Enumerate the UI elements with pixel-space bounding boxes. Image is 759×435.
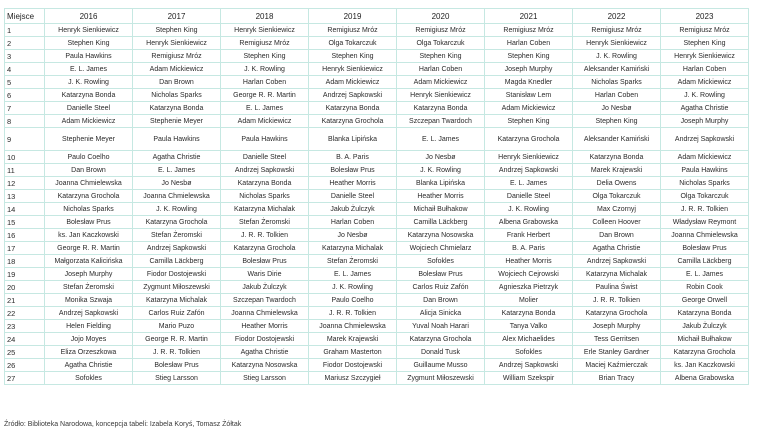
author-cell: Molier [485, 294, 573, 307]
author-cell: Fiodor Dostojewski [221, 333, 309, 346]
author-cell: George R. R. Martin [133, 333, 221, 346]
author-cell: Adam Mickiewicz [221, 115, 309, 128]
author-cell: Katarzyna Grochola [309, 115, 397, 128]
rank-cell: 8 [5, 115, 45, 128]
author-cell: J. K. Rowling [661, 89, 749, 102]
author-cell: Heather Morris [485, 255, 573, 268]
author-cell: Katarzyna Bonda [485, 307, 573, 320]
author-cell: J. R. R. Tolkien [133, 346, 221, 359]
author-cell: Danielle Steel [221, 151, 309, 164]
table-row [5, 229, 749, 242]
author-cell: Camilla Läckberg [133, 255, 221, 268]
author-cell: George R. R. Martin [45, 242, 133, 255]
rank-cell: 18 [5, 255, 45, 268]
author-cell: Wojciech Chmielarz [397, 242, 485, 255]
rank-cell: 26 [5, 359, 45, 372]
author-cell: Andrzej Sapkowski [309, 89, 397, 102]
author-cell: Dan Brown [397, 294, 485, 307]
author-cell: Harlan Coben [309, 216, 397, 229]
author-cell: George Orwell [661, 294, 749, 307]
rank-cell: 25 [5, 346, 45, 359]
table-row [5, 128, 749, 151]
table-row [5, 346, 749, 359]
author-cell: Agatha Christie [221, 346, 309, 359]
table-row [5, 281, 749, 294]
author-cell: Jakub Żulczyk [661, 320, 749, 333]
author-cell: Sofokles [45, 372, 133, 385]
author-cell: Stephen King [485, 50, 573, 63]
table-body [5, 24, 749, 385]
author-cell: Paula Hawkins [661, 164, 749, 177]
rank-cell: 13 [5, 190, 45, 203]
author-cell: Danielle Steel [45, 102, 133, 115]
rank-cell: 23 [5, 320, 45, 333]
column-header-year: 2018 [221, 9, 309, 24]
table-row [5, 63, 749, 76]
author-cell: Stefan Żeromski [133, 229, 221, 242]
author-cell: Stanisław Lem [485, 89, 573, 102]
author-cell: Jo Nesbø [309, 229, 397, 242]
author-cell: Adam Mickiewicz [309, 76, 397, 89]
table-row [5, 203, 749, 216]
table-row [5, 320, 749, 333]
author-cell: Joseph Murphy [45, 268, 133, 281]
author-cell: Erle Stanley Gardner [573, 346, 661, 359]
author-cell: Andrzej Sapkowski [133, 242, 221, 255]
author-cell: J. K. Rowling [485, 203, 573, 216]
author-cell: Olga Tokarczuk [309, 37, 397, 50]
author-cell: Donald Tusk [397, 346, 485, 359]
ranking-table-container [4, 8, 748, 385]
author-cell: Henryk Sienkiewicz [661, 50, 749, 63]
table-row [5, 76, 749, 89]
author-cell: Michaił Bułhakow [661, 333, 749, 346]
author-cell: Bolesław Prus [661, 242, 749, 255]
author-cell: Marek Krajewski [573, 164, 661, 177]
author-cell: Paula Hawkins [45, 50, 133, 63]
author-cell: Stephen King [485, 115, 573, 128]
author-cell: Waris Dirie [221, 268, 309, 281]
rank-cell: 14 [5, 203, 45, 216]
author-cell: Bolesław Prus [309, 164, 397, 177]
author-cell: Remigiusz Mróz [133, 50, 221, 63]
table-row [5, 177, 749, 190]
author-cell: Katarzyna Grochola [221, 242, 309, 255]
author-cell: Szczepan Twardoch [221, 294, 309, 307]
rank-cell: 10 [5, 151, 45, 164]
author-cell: Paula Hawkins [221, 128, 309, 151]
table-row [5, 333, 749, 346]
column-header-year: 2016 [45, 9, 133, 24]
rank-cell: 22 [5, 307, 45, 320]
author-cell: Robin Cook [661, 281, 749, 294]
author-cell: Stephen King [397, 50, 485, 63]
author-cell: E. L. James [133, 164, 221, 177]
author-cell: Stephenie Meyer [45, 128, 133, 151]
author-cell: Mario Puzo [133, 320, 221, 333]
author-cell: Stephen King [661, 37, 749, 50]
author-cell: Szczepan Twardoch [397, 115, 485, 128]
author-cell: Adam Mickiewicz [397, 76, 485, 89]
author-cell: Katarzyna Michalak [573, 268, 661, 281]
author-cell: Danielle Steel [309, 190, 397, 203]
author-cell: Paulo Coelho [309, 294, 397, 307]
author-cell: Jakub Żulczyk [309, 203, 397, 216]
author-cell: Bolesław Prus [133, 359, 221, 372]
author-cell: Olga Tokarczuk [573, 190, 661, 203]
author-cell: Michaił Bułhakow [397, 203, 485, 216]
author-cell: Katarzyna Bonda [397, 102, 485, 115]
author-cell: Nicholas Sparks [45, 203, 133, 216]
author-cell: Delia Owens [573, 177, 661, 190]
table-row [5, 151, 749, 164]
author-cell: ks. Jan Kaczkowski [661, 359, 749, 372]
author-cell: Remigiusz Mróz [485, 24, 573, 37]
rank-cell: 15 [5, 216, 45, 229]
author-cell: Henryk Sienkiewicz [485, 151, 573, 164]
author-cell: Adam Mickiewicz [133, 63, 221, 76]
rank-cell: 27 [5, 372, 45, 385]
author-cell: Stephen King [573, 115, 661, 128]
author-cell: Olga Tokarczuk [661, 190, 749, 203]
author-cell: Remigiusz Mróz [309, 24, 397, 37]
author-cell: Zygmunt Miłoszewski [133, 281, 221, 294]
author-cell: Adam Mickiewicz [485, 102, 573, 115]
author-cell: Jo Nesbø [133, 177, 221, 190]
author-cell: Magda Knedler [485, 76, 573, 89]
author-cell: Fiodor Dostojewski [133, 268, 221, 281]
author-cell: Graham Masterton [309, 346, 397, 359]
table-row [5, 89, 749, 102]
table-row [5, 255, 749, 268]
author-cell: Katarzyna Grochola [397, 333, 485, 346]
author-cell: Adam Mickiewicz [45, 115, 133, 128]
author-cell: B. A. Paris [309, 151, 397, 164]
author-cell: Katarzyna Bonda [45, 89, 133, 102]
source-note: Źródło: Biblioteka Narodowa, koncepcja tabeli: Izabela Koryś, Tomasz Żółtak [4, 421, 242, 428]
author-cell: Remigiusz Mróz [221, 37, 309, 50]
column-header-year: 2019 [309, 9, 397, 24]
author-cell: Remigiusz Mróz [661, 24, 749, 37]
author-cell: Zygmunt Miłoszewski [397, 372, 485, 385]
author-cell: Katarzyna Bonda [573, 151, 661, 164]
rank-cell: 20 [5, 281, 45, 294]
rank-cell: 19 [5, 268, 45, 281]
table-row [5, 372, 749, 385]
rank-cell: 1 [5, 24, 45, 37]
author-cell: Blanka Lipińska [397, 177, 485, 190]
author-cell: Katarzyna Michalak [221, 203, 309, 216]
author-cell: Bolesław Prus [45, 216, 133, 229]
author-cell: Katarzyna Grochola [573, 307, 661, 320]
author-cell: Bolesław Prus [397, 268, 485, 281]
author-cell: Henryk Sienkiewicz [573, 37, 661, 50]
author-cell: Helen Fielding [45, 320, 133, 333]
author-cell: Nicholas Sparks [221, 190, 309, 203]
rank-cell: 11 [5, 164, 45, 177]
author-cell: Mariusz Szczygieł [309, 372, 397, 385]
author-cell: Harlan Coben [221, 76, 309, 89]
author-cell: Katarzyna Grochola [661, 346, 749, 359]
author-cell: Katarzyna Grochola [45, 190, 133, 203]
author-cell: E. L. James [485, 177, 573, 190]
table-row [5, 190, 749, 203]
column-header-year: 2017 [133, 9, 221, 24]
author-cell: Katarzyna Michalak [133, 294, 221, 307]
author-cell: Agatha Christie [133, 151, 221, 164]
author-cell: Paulina Świst [573, 281, 661, 294]
table-row [5, 268, 749, 281]
author-cell: J. R. R. Tolkien [573, 294, 661, 307]
author-cell: Stefan Żeromski [309, 255, 397, 268]
author-cell: Harlan Coben [573, 89, 661, 102]
author-cell: Joanna Chmielewska [133, 190, 221, 203]
author-cell: Harlan Coben [661, 63, 749, 76]
author-cell: J. K. Rowling [309, 281, 397, 294]
author-cell: J. R. R. Tolkien [661, 203, 749, 216]
author-cell: Jo Nesbø [397, 151, 485, 164]
table-row [5, 216, 749, 229]
author-cell: Agatha Christie [661, 102, 749, 115]
author-cell: Henryk Sienkiewicz [309, 63, 397, 76]
author-cell: Albena Grabowska [485, 216, 573, 229]
author-cell: ks. Jan Kaczkowski [45, 229, 133, 242]
author-cell: Joanna Chmielewska [45, 177, 133, 190]
author-cell: Stephen King [45, 37, 133, 50]
author-cell: Adam Mickiewicz [661, 151, 749, 164]
author-cell: Eliza Orzeszkowa [45, 346, 133, 359]
author-cell: Colleen Hoover [573, 216, 661, 229]
author-cell: B. A. Paris [485, 242, 573, 255]
author-cell: Aleksander Kamiński [573, 63, 661, 76]
author-cell: Andrzej Sapkowski [45, 307, 133, 320]
author-cell: Władysław Reymont [661, 216, 749, 229]
author-cell: Remigiusz Mróz [397, 24, 485, 37]
author-cell: E. L. James [397, 128, 485, 151]
author-cell: Aleksander Kamiński [573, 128, 661, 151]
author-cell: Agatha Christie [45, 359, 133, 372]
column-header-year: 2021 [485, 9, 573, 24]
rank-cell: 16 [5, 229, 45, 242]
author-cell: Dan Brown [133, 76, 221, 89]
rank-cell: 17 [5, 242, 45, 255]
author-cell: Katarzyna Michalak [309, 242, 397, 255]
author-cell: Remigiusz Mróz [573, 24, 661, 37]
author-cell: J. K. Rowling [221, 63, 309, 76]
author-cell: Agnieszka Pietrzyk [485, 281, 573, 294]
author-cell: Andrzej Sapkowski [221, 164, 309, 177]
author-cell: Heather Morris [397, 190, 485, 203]
author-cell: Alicja Sinicka [397, 307, 485, 320]
table-row [5, 242, 749, 255]
author-cell: Dan Brown [573, 229, 661, 242]
author-cell: Joanna Chmielewska [309, 320, 397, 333]
author-cell: Stephen King [221, 50, 309, 63]
table-row [5, 164, 749, 177]
author-cell: Stefan Żeromski [45, 281, 133, 294]
author-cell: Joanna Chmielewska [221, 307, 309, 320]
author-cell: Blanka Lipińska [309, 128, 397, 151]
author-cell: Camilla Läckberg [397, 216, 485, 229]
author-cell: Katarzyna Grochola [485, 128, 573, 151]
author-cell: George R. R. Martin [221, 89, 309, 102]
author-cell: Albena Grabowska [661, 372, 749, 385]
author-cell: Katarzyna Bonda [133, 102, 221, 115]
author-cell: Dan Brown [45, 164, 133, 177]
rank-cell: 7 [5, 102, 45, 115]
author-cell: Brian Tracy [573, 372, 661, 385]
author-cell: Andrzej Sapkowski [485, 164, 573, 177]
author-cell: Katarzyna Bonda [309, 102, 397, 115]
table-row [5, 294, 749, 307]
author-cell: Andrzej Sapkowski [661, 128, 749, 151]
rank-cell: 24 [5, 333, 45, 346]
author-cell: Alex Michaelides [485, 333, 573, 346]
author-cell: Katarzyna Bonda [661, 307, 749, 320]
author-cell: J. K. Rowling [397, 164, 485, 177]
author-cell: Katarzyna Nosowska [221, 359, 309, 372]
author-cell: Carlos Ruiz Zafón [397, 281, 485, 294]
rank-cell: 12 [5, 177, 45, 190]
author-cell: Henryk Sienkiewicz [45, 24, 133, 37]
table-row [5, 24, 749, 37]
author-cell: Monika Szwaja [45, 294, 133, 307]
rank-cell: 5 [5, 76, 45, 89]
author-cell: J. K. Rowling [133, 203, 221, 216]
rank-cell: 4 [5, 63, 45, 76]
column-header-rank: Miejsce [5, 9, 45, 24]
author-cell: Jo Nesbø [573, 102, 661, 115]
author-cell: Henryk Sienkiewicz [221, 24, 309, 37]
table-row [5, 307, 749, 320]
author-cell: Sofokles [397, 255, 485, 268]
author-cell: Andrzej Sapkowski [485, 359, 573, 372]
rank-cell: 21 [5, 294, 45, 307]
author-cell: Bolesław Prus [221, 255, 309, 268]
author-cell: Stephen King [133, 24, 221, 37]
rank-cell: 2 [5, 37, 45, 50]
author-cell: Paulo Coelho [45, 151, 133, 164]
author-cell: Heather Morris [309, 177, 397, 190]
author-cell: J. R. R. Tolkien [309, 307, 397, 320]
column-header-year: 2023 [661, 9, 749, 24]
author-cell: Joseph Murphy [661, 115, 749, 128]
author-cell: Henryk Sienkiewicz [133, 37, 221, 50]
author-cell: Stefan Żeromski [221, 216, 309, 229]
author-cell: Joseph Murphy [485, 63, 573, 76]
author-cell: Heather Morris [221, 320, 309, 333]
author-cell: Małgorzata Kalicińska [45, 255, 133, 268]
author-cell: Frank Herbert [485, 229, 573, 242]
author-cell: Stephenie Meyer [133, 115, 221, 128]
author-cell: J. K. Rowling [45, 76, 133, 89]
author-cell: Maciej Kaźmierczak [573, 359, 661, 372]
column-header-year: 2022 [573, 9, 661, 24]
table-row [5, 50, 749, 63]
author-cell: Harlan Coben [397, 63, 485, 76]
author-cell: Katarzyna Nosowska [397, 229, 485, 242]
author-cell: Jakub Żulczyk [221, 281, 309, 294]
author-cell: Andrzej Sapkowski [573, 255, 661, 268]
rank-cell: 9 [5, 128, 45, 151]
author-cell: Marek Krajewski [309, 333, 397, 346]
author-cell: Stephen King [309, 50, 397, 63]
author-cell: Katarzyna Bonda [221, 177, 309, 190]
author-cell: Joseph Murphy [573, 320, 661, 333]
author-cell: E. L. James [309, 268, 397, 281]
author-cell: William Szekspir [485, 372, 573, 385]
author-cell: Yuval Noah Harari [397, 320, 485, 333]
author-cell: Henryk Sienkiewicz [397, 89, 485, 102]
author-cell: Stieg Larsson [221, 372, 309, 385]
author-cell: Stieg Larsson [133, 372, 221, 385]
author-cell: Joanna Chmielewska [661, 229, 749, 242]
author-cell: Tess Gerritsen [573, 333, 661, 346]
author-cell: Fiodor Dostojewski [309, 359, 397, 372]
author-cell: Wojciech Cejrowski [485, 268, 573, 281]
column-header-year: 2020 [397, 9, 485, 24]
author-cell: Sofokles [485, 346, 573, 359]
author-cell: E. L. James [221, 102, 309, 115]
table-row [5, 115, 749, 128]
author-cell: Nicholas Sparks [133, 89, 221, 102]
table-row [5, 359, 749, 372]
author-cell: Carlos Ruiz Zafón [133, 307, 221, 320]
author-cell: Harlan Coben [485, 37, 573, 50]
author-cell: Nicholas Sparks [573, 76, 661, 89]
author-cell: Olga Tokarczuk [397, 37, 485, 50]
author-cell: Max Czornyj [573, 203, 661, 216]
author-cell: E. L. James [45, 63, 133, 76]
author-cell: Camilla Läckberg [661, 255, 749, 268]
author-cell: Adam Mickiewicz [661, 76, 749, 89]
author-cell: Katarzyna Grochola [133, 216, 221, 229]
author-cell: Nicholas Sparks [661, 177, 749, 190]
rank-cell: 6 [5, 89, 45, 102]
author-cell: Tanya Valko [485, 320, 573, 333]
rank-cell: 3 [5, 50, 45, 63]
table-row [5, 37, 749, 50]
table-row [5, 102, 749, 115]
author-cell: Danielle Steel [485, 190, 573, 203]
table-header-row [5, 9, 749, 24]
author-cell: E. L. James [661, 268, 749, 281]
author-cell: J. K. Rowling [573, 50, 661, 63]
author-cell: Paula Hawkins [133, 128, 221, 151]
authors-ranking-table [4, 8, 749, 385]
author-cell: Guillaume Musso [397, 359, 485, 372]
author-cell: Jojo Moyes [45, 333, 133, 346]
author-cell: Agatha Christie [573, 242, 661, 255]
author-cell: J. R. R. Tolkien [221, 229, 309, 242]
